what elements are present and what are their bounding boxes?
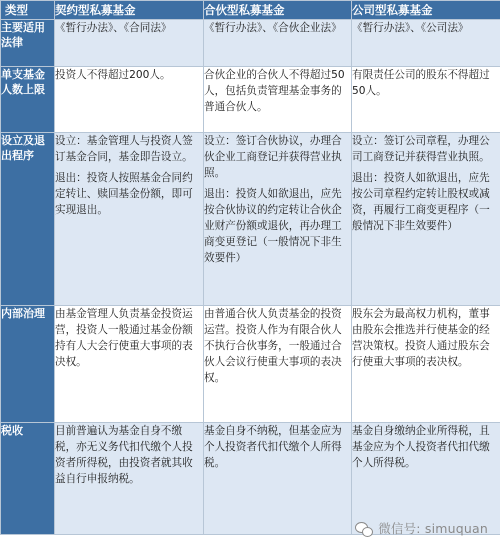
row-label: 内部治理: [1, 306, 55, 423]
cell-corporate: [352, 133, 500, 306]
cell-contractual: [55, 306, 204, 423]
cell-corporate: [352, 306, 500, 423]
row-label: 设立及退出程序: [1, 133, 55, 306]
cell-contractual: [55, 133, 204, 306]
cell-text: 基金自身不纳税，但基金应为个人投资者代扣代缴个人所得税。: [204, 425, 342, 469]
row-label: 税收: [1, 423, 55, 535]
cell-text-setup: 设立：签订公司章程，办理公司工商登记并获得营业执照。: [352, 135, 490, 163]
cell-text-exit: 退出：投资人按照基金合同约定转让、赎回基金份额，即可实现退出。: [55, 172, 193, 216]
row-setup-exit: [1, 133, 500, 306]
cell-text-exit: 退出：投资人如欲退出，应先按合伙协议的约定转让合伙企业财产份额或退伙，再办理工商变更登记（一般情况下非生效要件）: [204, 188, 342, 264]
cell-partnership: [204, 423, 352, 535]
cell-text: 由普通合伙人负责基金的投资运营。投资人作为有限合伙人不执行合伙事务，一般通过合伙人会议行使重大事项的表决权。: [204, 308, 342, 384]
row-governance: [1, 306, 500, 423]
cell-text-setup: 设立：基金管理人与投资人签订基金合同，基金即告设立。: [55, 135, 193, 163]
row-label: 主要适用法律: [1, 20, 55, 67]
cell-corporate: [352, 67, 500, 133]
header-row: [1, 1, 500, 20]
row-label: 单支基金人数上限: [1, 67, 55, 133]
cell-text: 有限责任公司的股东不得超过50人。: [352, 69, 490, 97]
header-category: 类型: [1, 1, 55, 20]
cell-partnership: [204, 133, 352, 306]
cell-text: 《暂行办法》、《合同法》: [55, 22, 172, 34]
cell-text: 《暂行办法》、《合伙企业法》: [204, 22, 342, 34]
row-investor-limit: [1, 67, 500, 133]
cell-partnership: [204, 20, 352, 67]
header-corporate-fund: 公司型私募基金: [352, 1, 500, 20]
cell-contractual: [55, 67, 204, 133]
cell-text: 由基金管理人负责基金投资运营，投资人一般通过基金份额持有人大会行使重大事项的表决权。: [55, 308, 193, 368]
watermark-text: 微信号: simuquan: [378, 521, 488, 536]
wechat-icon: [355, 521, 373, 536]
cell-text-exit: 退出：投资人如欲退出，应先按公司章程约定转让股权或减资，再履行工商变更程序（一般情况下非生效要件）: [352, 172, 490, 232]
row-tax: [1, 423, 500, 535]
cell-text: 投资人不得超过200人。: [55, 69, 171, 81]
cell-text-setup: 设立：签订合伙协议，办理合伙企业工商登记并获得营业执照。: [204, 135, 342, 179]
header-contractual-fund: 契约型私募基金: [55, 1, 204, 20]
cell-text: 目前普遍认为基金自身不缴税，亦无义务代扣代缴个人投资者所得税，由投资者就其收益自行申报纳税。: [55, 425, 193, 485]
cell-contractual: [55, 423, 204, 535]
header-partnership-fund: 合伙型私募基金: [204, 1, 352, 20]
cell-corporate: [352, 20, 500, 67]
row-applicable-law: [1, 20, 500, 67]
cell-corporate: [352, 423, 500, 535]
cell-text: 合伙企业的合伙人不得超过50人，包括负责管理基金事务的普通合伙人。: [204, 69, 345, 113]
cell-text: 《暂行办法》、《公司法》: [352, 22, 469, 34]
cell-text: 股东会为最高权力机构，董事由股东会推选并行使基金的经营决策权。投资人通过股东会行使重大事项的表决权。: [352, 308, 490, 368]
cell-partnership: [204, 306, 352, 423]
cell-text: 基金自身缴纳企业所得税，且基金应为个人投资者代扣代缴个人所得税。: [352, 425, 490, 469]
wechat-watermark: [355, 519, 488, 537]
cell-contractual: [55, 20, 204, 67]
cell-partnership: [204, 67, 352, 133]
